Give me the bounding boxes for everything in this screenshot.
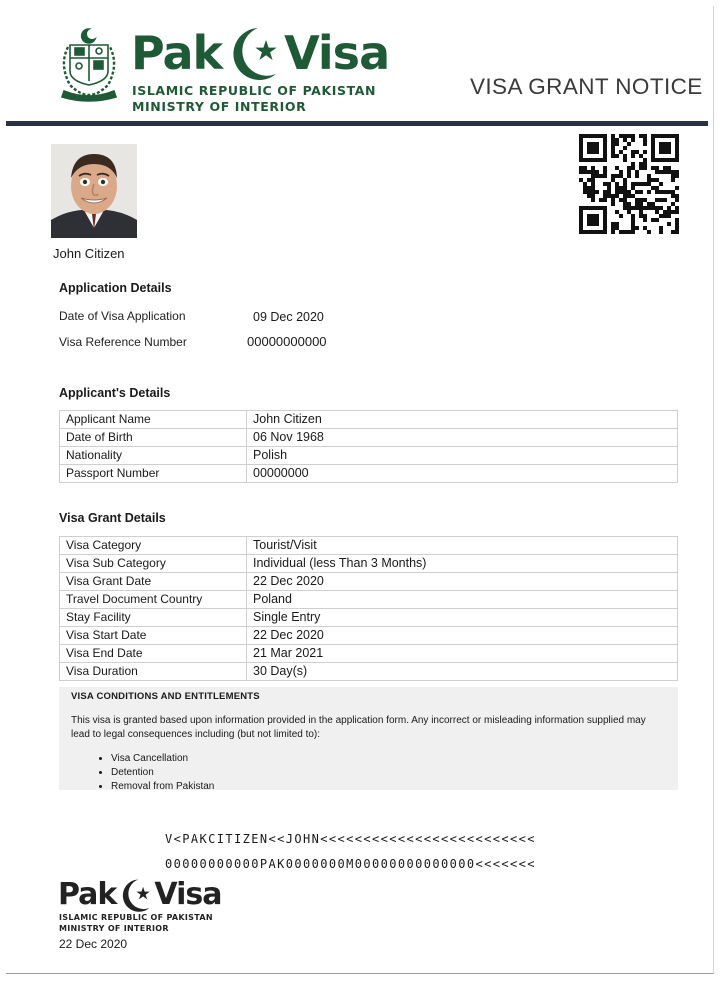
photo-caption-name: John Citizen [53,246,125,261]
table-row [60,645,678,663]
document-title: VISA GRANT NOTICE [470,74,703,99]
visa-end-date-label: Visa End Date [60,645,247,663]
qr-code-icon [579,134,679,234]
visa-category-value: Tourist/Visit [247,537,678,555]
application-date-value: 09 Dec 2020 [253,310,324,324]
logo-subtitle-line1: ISLAMIC REPUBLIC OF PAKISTAN [132,83,377,98]
reference-number-label: Visa Reference Number [59,335,187,349]
visa-start-date-value: 22 Dec 2020 [247,627,678,645]
nationality-label: Nationality [60,447,247,465]
table-row [60,555,678,573]
logo-word-right: Visa [284,26,390,80]
list-item: • Detention [111,766,666,780]
list-item: • Removal from Pakistan [111,780,666,794]
table-row [60,663,678,681]
visa-sub-category-label: Visa Sub Category [60,555,247,573]
logo-subtitle-line2: MINISTRY OF INTERIOR [132,99,307,114]
conditions-list [71,752,666,794]
mrz-line-1: V<PAKCITIZEN<<JOHN<<<<<<<<<<<<<<<<<<<<<<<<< [165,832,536,846]
application-date-label: Date of Visa Application [59,309,186,323]
date-of-birth-value: 06 Nov 1968 [247,429,678,447]
table-row [60,447,678,465]
visa-grant-date-value: 22 Dec 2020 [247,573,678,591]
table-row [60,573,678,591]
visa-grant-date-label: Visa Grant Date [60,573,247,591]
passport-number-value: 00000000 [247,465,678,483]
footer-date: 22 Dec 2020 [59,937,128,951]
grant-details-table [59,536,678,681]
table-row [60,627,678,645]
crescent-star-icon [224,22,282,84]
visa-start-date-label: Visa Start Date [60,627,247,645]
passport-number-label: Passport Number [60,465,247,483]
travel-document-country-value: Poland [247,591,678,609]
footer-logo-word-left: Pak [58,877,117,912]
footer-logo-word-right: Visa [154,877,222,912]
footer-pakvisa-logo [58,875,221,915]
table-row [60,591,678,609]
visa-duration-label: Visa Duration [60,663,247,681]
conditions-title: VISA CONDITIONS AND ENTITLEMENTS [71,691,260,702]
table-row [60,465,678,483]
table-row [60,537,678,555]
travel-document-country-label: Travel Document Country [60,591,247,609]
pakvisa-logo [131,22,389,84]
applicant-details-title: Applicant's Details [59,386,171,400]
visa-sub-category-value: Individual (less Than 3 Months) [247,555,678,573]
reference-number-value: 00000000000 [247,334,327,349]
visa-category-label: Visa Category [60,537,247,555]
visa-end-date-value: 21 Mar 2021 [247,645,678,663]
list-item: • Visa Cancellation [111,752,666,766]
crescent-star-icon [117,875,153,915]
grant-details-title: Visa Grant Details [59,511,166,525]
stay-facility-label: Stay Facility [60,609,247,627]
conditions-box [59,687,678,790]
footer-logo-subtitle-line2: MINISTRY OF INTERIOR [59,924,169,933]
applicant-photo [51,144,137,238]
applicant-details-table [59,410,678,483]
header-divider [6,121,708,126]
date-of-birth-label: Date of Birth [60,429,247,447]
stay-facility-value: Single Entry [247,609,678,627]
table-row [60,411,678,429]
state-emblem-icon [56,25,122,103]
mrz-line-2: 00000000000PAK0000000M00000000000000<<<<<<< [165,857,536,871]
conditions-text: This visa is granted based upon information provided in the application form. Any incorrect or misleading information supplied may lead to legal consequences including (but not limited to): [71,715,646,740]
visa-duration-value: 30 Day(s) [247,663,678,681]
nationality-value: Polish [247,447,678,465]
applicant-name-label: Applicant Name [60,411,247,429]
table-row [60,609,678,627]
applicant-name-value: John Citizen [247,411,678,429]
logo-word-left: Pak [131,26,223,80]
table-row [60,429,678,447]
application-details-title: Application Details [59,281,172,295]
footer-logo-subtitle-line1: ISLAMIC REPUBLIC OF PAKISTAN [59,913,213,922]
